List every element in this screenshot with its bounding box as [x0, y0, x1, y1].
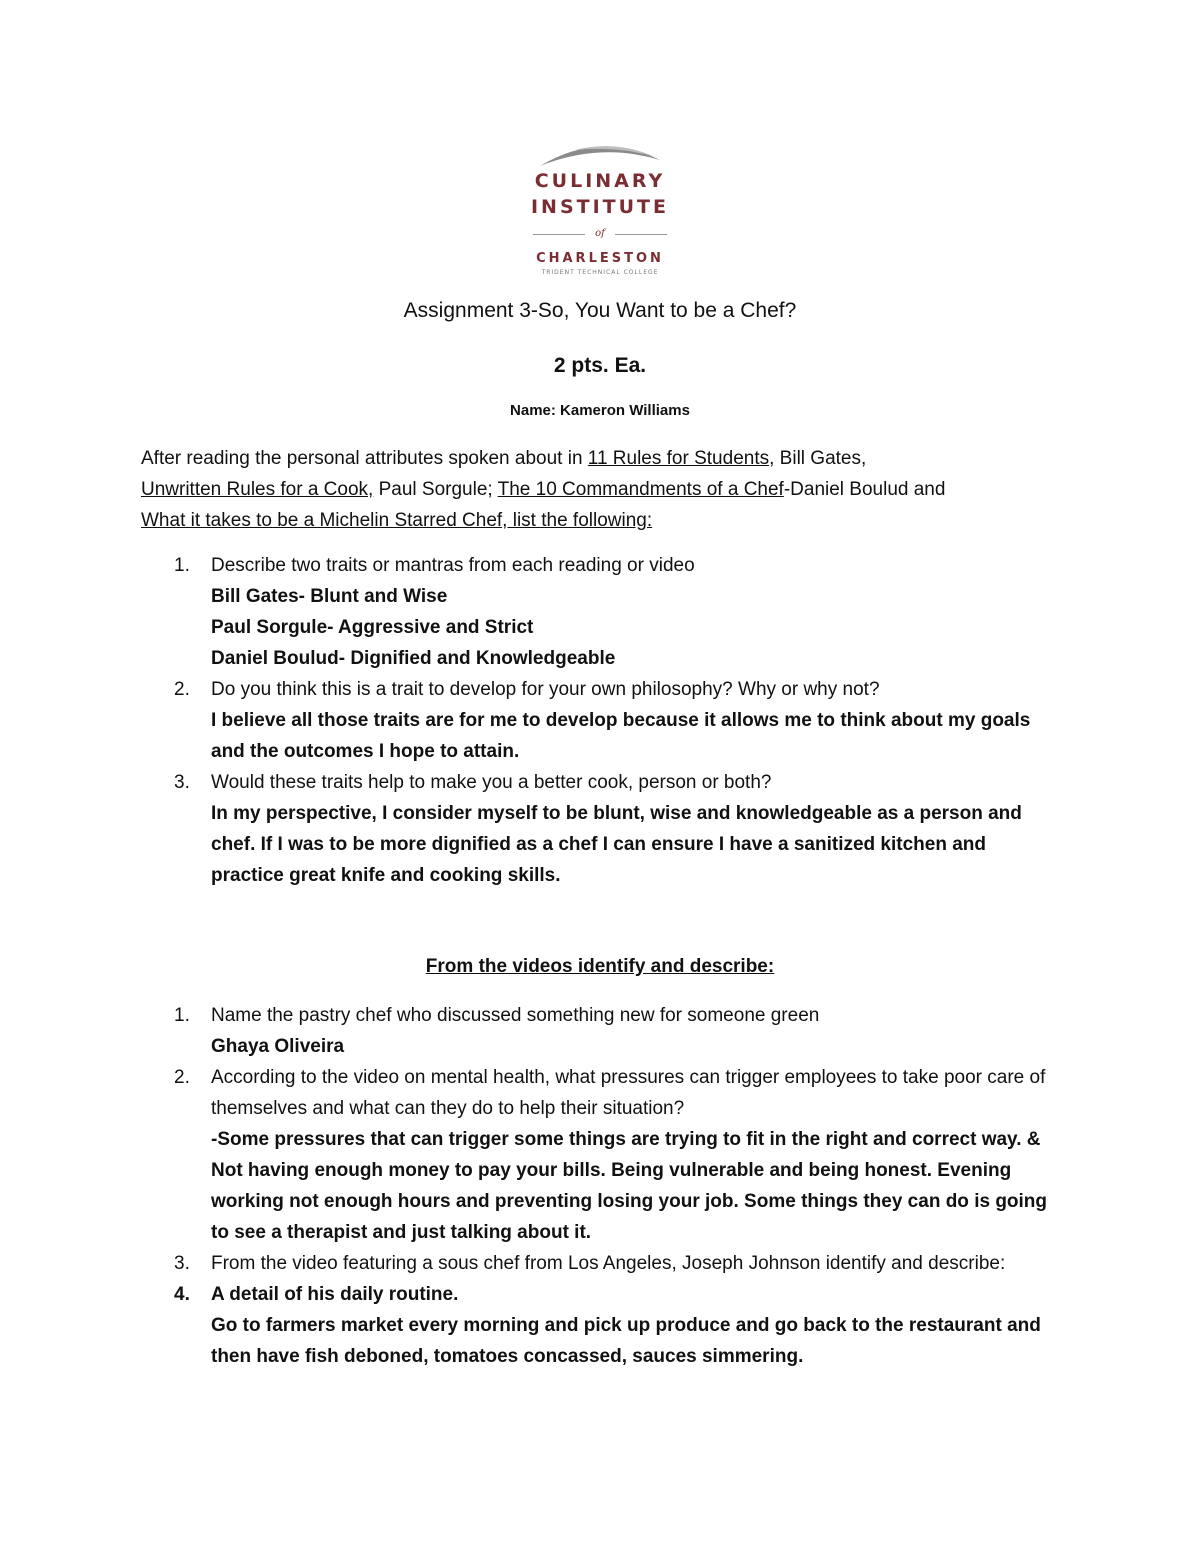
question-text: Do you think this is a trait to develop for your own philosophy? Why or why not? [211, 679, 880, 700]
assignment-title: Assignment 3-So, You Want to be a Chef? [403, 299, 797, 322]
list-item [141, 550, 1061, 674]
reading-title-2: Unwritten Rules for a Cook, [141, 479, 374, 500]
item-number: 3. [174, 772, 190, 793]
intro-paragraph [141, 443, 1061, 536]
question-text: Would these traits help to make you a better cook, person or both? [211, 772, 772, 793]
culinary-institute-logo [525, 138, 675, 278]
intro-text-1: After reading the personal attributes spoken about in [141, 448, 588, 469]
logo-text-charleston: CHARLESTON [536, 251, 664, 266]
logo-text-of: of [595, 228, 605, 239]
answer-text: Ghaya Oliveira [211, 1036, 345, 1057]
list-item [141, 1062, 1061, 1248]
list-item [141, 674, 1061, 767]
item-number: 4. [174, 1284, 190, 1305]
question-text: Describe two traits or mantras from each reading or video [211, 555, 695, 576]
item-number: 3. [174, 1253, 190, 1274]
points-label: 2 pts. Ea. [553, 354, 647, 377]
reading-title-4: What it takes to be a Michelin Starred Chef, list the following: [141, 510, 653, 531]
item-number: 1. [174, 555, 190, 576]
logo-arc-icon [535, 138, 665, 168]
answer-text: Bill Gates- Blunt and Wise [211, 586, 448, 607]
question-text: Name the pastry chef who discussed something new for someone green [211, 1005, 820, 1026]
list-item [141, 1279, 1061, 1372]
answer-text: I believe all those traits are for me to develop because it allows me to think about my goals and the outcomes I hope to attain. [211, 710, 1031, 762]
question-text: According to the video on mental health, what pressures can trigger employees to take poor care of themselves and what can they do to help their situation? [211, 1067, 1046, 1119]
item-number: 2. [174, 1067, 190, 1088]
logo-text-college: TRIDENT TECHNICAL COLLEGE [541, 269, 659, 276]
reading-title-1: 11 Rules for Students, [587, 448, 775, 469]
question-text: From the video featuring a sous chef from Los Angeles, Joseph Johnson identify and describe: [211, 1253, 1006, 1274]
intro-text-4: -Daniel Boulud and [783, 479, 946, 500]
question-list-2 [141, 1000, 1061, 1372]
logo-rule-right [615, 234, 667, 235]
item-number: 2. [174, 679, 190, 700]
answer-text: -Some pressures that can trigger some things are trying to fit in the right and correct way. & Not having enough money to pay your bills. Being vulnerable and being honest. Evening working not enough hours and preventing losing your job. Some things they can do is going to see a therapist and just talking about it. [211, 1129, 1048, 1243]
answer-text: Go to farmers market every morning and pick up produce and go back to the restaurant and then have fish deboned, tomatoes concassed, sauces simmering. [211, 1315, 1041, 1367]
reading-title-3: The 10 Commandments of a Chef [497, 479, 784, 500]
student-name: Name: Kameron Williams [510, 402, 690, 419]
answer-text: Paul Sorgule- Aggressive and Strict [211, 617, 534, 638]
item-number: 1. [174, 1005, 190, 1026]
list-item [141, 1248, 1061, 1279]
list-item [141, 767, 1061, 891]
section-heading: From the videos identify and describe: [425, 956, 775, 977]
answer-text: Daniel Boulud- Dignified and Knowledgeable [211, 648, 616, 669]
intro-text-3: Paul Sorgule; [373, 479, 498, 500]
logo-text-institute: INSTITUTE [530, 196, 669, 218]
answer-text: In my perspective, I consider myself to be blunt, wise and knowledgeable as a person and chef. If I was to be more dignified as a chef I can ensure I have a sanitized kitchen and practice great knife and cooking skills. [211, 803, 1022, 886]
list-item [141, 1000, 1061, 1062]
logo-text-culinary: CULINARY [534, 170, 666, 192]
question-text: A detail of his daily routine. [211, 1284, 459, 1305]
intro-text-2: Bill Gates, [774, 448, 867, 469]
question-list-1 [141, 550, 1061, 891]
